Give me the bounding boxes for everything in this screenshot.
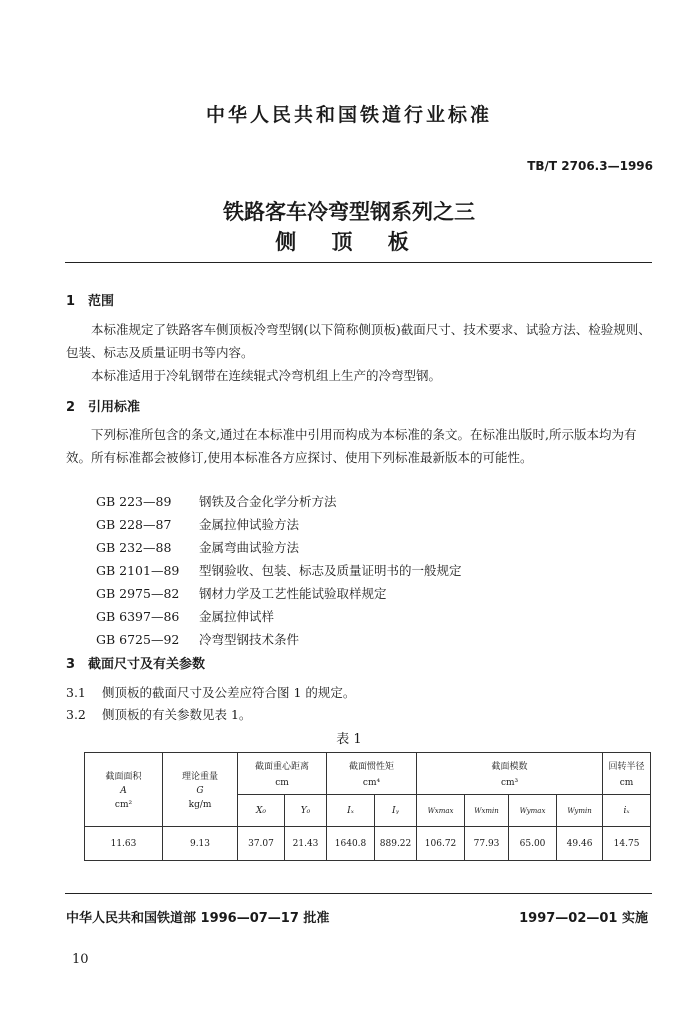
table-cell: 1640.8	[327, 827, 375, 861]
section-3-heading	[66, 653, 205, 672]
section-2-paragraph: 下列标准所包含的条文,通过在本标准中引用而构成为本标准的条文。在标准出版时,所示版本均为有效。所有标准都会被修订,使用本标准各方应探讨、使用下列标准最新版本的可能性。	[66, 427, 637, 465]
modulus-unit: cm³	[500, 778, 519, 788]
table-cell: 65.00	[509, 827, 557, 861]
section-1-heading	[66, 290, 114, 309]
reference-name: 金属拉伸试验方法	[199, 517, 300, 532]
subheader-cell: iₓ	[603, 795, 651, 827]
header-radius	[603, 753, 651, 795]
reference-item	[96, 559, 462, 582]
header-org-standard: 中华人民共和国铁道行业标准	[205, 104, 492, 126]
reference-item	[96, 605, 462, 628]
footer-divider	[65, 893, 652, 894]
clause-text: 侧顶板的有关参数见表 1。	[102, 707, 252, 722]
area-symbol: A	[120, 786, 127, 796]
table-caption: 表 1	[336, 732, 362, 747]
reference-code: GB 228—87	[96, 517, 172, 532]
subheader-cell: Wymax	[509, 795, 557, 827]
modulus-label: 截面模数	[491, 762, 528, 772]
centroid-unit: cm	[275, 778, 289, 788]
inertia-unit: cm⁴	[362, 778, 381, 788]
approval-line: 中华人民共和国铁道部 1996—07—17 批准	[66, 911, 330, 926]
radius-label: 回转半径	[608, 762, 645, 772]
parameters-table	[84, 752, 651, 861]
area-label: 截面面积	[105, 772, 142, 782]
doc-subtitle: 侧 顶 板	[275, 230, 423, 254]
subheader-cell: Iₓ	[327, 795, 375, 827]
header-area	[85, 753, 163, 827]
reference-code: GB 223—89	[96, 494, 172, 509]
doc-title: 铁路客车冷弯型钢系列之三	[223, 200, 475, 224]
centroid-label: 截面重心距离	[255, 762, 310, 772]
implementation-date: 1997—02—01 实施	[519, 911, 648, 926]
area-unit: cm²	[114, 800, 133, 810]
reference-code: GB 2101—89	[96, 563, 180, 578]
section-number: 1	[66, 294, 76, 309]
section-title: 截面尺寸及有关参数	[88, 657, 206, 672]
table-cell: 9.13	[163, 827, 238, 861]
weight-label: 理论重量	[181, 772, 218, 782]
header-modulus	[417, 753, 603, 795]
reference-name: 钢铁及合金化学分析方法	[199, 494, 337, 509]
standard-code: TB/T 2706.3—1996	[527, 159, 653, 173]
reference-name: 型钢验收、包装、标志及质量证明书的一般规定	[199, 563, 462, 578]
reference-item	[96, 582, 462, 605]
clause-number: 3.1	[66, 685, 86, 700]
reference-name: 金属弯曲试验方法	[199, 540, 300, 555]
reference-code: GB 2975—82	[96, 586, 180, 601]
header-inertia	[327, 753, 417, 795]
table-cell: 37.07	[238, 827, 285, 861]
reference-name: 金属拉伸试样	[199, 609, 275, 624]
reference-name: 钢材力学及工艺性能试验取样规定	[199, 586, 387, 601]
weight-symbol: G	[196, 786, 204, 796]
section-title: 引用标准	[88, 400, 141, 415]
clause-3-1	[66, 683, 355, 701]
clause-3-2	[66, 705, 251, 723]
table-cell: 21.43	[285, 827, 327, 861]
reference-list	[96, 490, 462, 651]
section-2-heading	[66, 396, 140, 415]
reference-code: GB 232—88	[96, 540, 172, 555]
reference-item	[96, 513, 462, 536]
clause-number: 3.2	[66, 707, 86, 722]
inertia-label: 截面惯性矩	[349, 762, 395, 772]
reference-code: GB 6397—86	[96, 609, 180, 624]
table-cell: 11.63	[85, 827, 163, 861]
table-cell: 14.75	[603, 827, 651, 861]
subheader-cell: Wxmax	[417, 795, 465, 827]
subheader-cell: Iᵧ	[375, 795, 417, 827]
section-title: 范围	[88, 294, 115, 309]
header-weight	[163, 753, 238, 827]
section-1-paragraph-2: 本标准适用于冷轧钢带在连续辊式冷弯机组上生产的冷弯型钢。	[91, 368, 442, 383]
table-cell: 77.93	[465, 827, 509, 861]
reference-code: GB 6725—92	[96, 632, 180, 647]
reference-item	[96, 536, 462, 559]
title-divider	[65, 262, 652, 263]
clause-text: 侧顶板的截面尺寸及公差应符合图 1 的规定。	[102, 685, 356, 700]
page-number: 10	[72, 952, 89, 967]
subheader-cell: X₀	[238, 795, 285, 827]
section-1-paragraph-1: 本标准规定了铁路客车侧顶板冷弯型钢(以下简称侧顶板)截面尺寸、技术要求、试验方法、检验规则、包装、标志及质量证明书等内容。	[66, 322, 651, 360]
reference-item	[96, 490, 462, 513]
table-cell: 889.22	[375, 827, 417, 861]
section-number: 3	[66, 657, 76, 672]
weight-unit: kg/m	[188, 800, 212, 810]
header-centroid	[238, 753, 327, 795]
subheader-cell: Wxmin	[465, 795, 509, 827]
table-cell: 49.46	[557, 827, 603, 861]
subheader-cell: Wymin	[557, 795, 603, 827]
table-cell: 106.72	[417, 827, 465, 861]
reference-name: 冷弯型钢技术条件	[199, 632, 300, 647]
reference-item	[96, 628, 462, 651]
radius-unit: cm	[619, 778, 634, 788]
section-number: 2	[66, 400, 76, 415]
subheader-cell: Y₀	[285, 795, 327, 827]
